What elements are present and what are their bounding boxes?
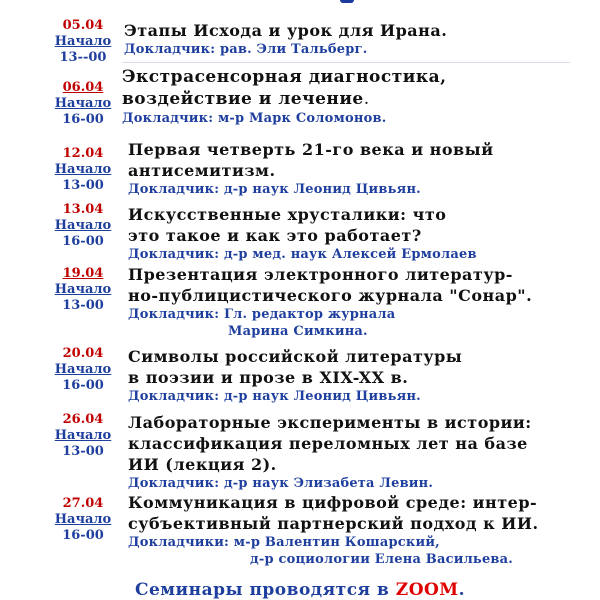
seminar-date: 19.04	[62, 266, 104, 281]
top-decoration	[340, 0, 354, 3]
seminar-speaker: Докладчик: м-р Марк Соломонов.	[122, 111, 387, 126]
date-column	[52, 412, 114, 460]
seminar-content	[122, 66, 590, 127]
date-column	[52, 18, 114, 66]
seminar-content	[128, 492, 590, 568]
start-time: 13-00	[62, 444, 104, 459]
date-column	[52, 266, 114, 314]
top-divider	[120, 0, 575, 4]
start-label[interactable]: Начало	[54, 282, 112, 297]
start-time: 13--00	[59, 50, 107, 65]
seminar-title: Символы российской литературы в поэзии и прозе в XIX-XX в.	[128, 347, 463, 387]
seminar-date: 05.04	[62, 18, 104, 33]
date-column	[52, 202, 114, 250]
seminar-speaker: Докладчик: д-р мед. наук Алексей Ермолаев	[128, 247, 477, 262]
seminar-date: 26.04	[62, 412, 104, 427]
seminar-speaker: Докладчик: д-р наук Леонид Цивьян.	[128, 182, 421, 197]
seminar-speaker: Докладчики: м-р Валентин Кошарский, д-р социологии Елена Васильева.	[128, 535, 514, 567]
seminar-content	[128, 264, 590, 340]
seminar-title: Презентация электронного литератур- но-публицистического журнала "Сонар".	[128, 265, 533, 305]
start-label[interactable]: Начало	[54, 96, 112, 111]
start-label[interactable]: Начало	[54, 218, 112, 233]
date-column	[52, 496, 114, 544]
start-time: 13-00	[62, 298, 104, 313]
seminar-content	[128, 412, 590, 492]
date-column	[52, 146, 114, 194]
start-time: 16-00	[62, 378, 104, 393]
date-column	[52, 346, 114, 394]
seminar-title: Коммуникация в цифровой среде: интер- субъективный партнерский подход к ИИ.	[128, 493, 539, 533]
seminar-date: 20.04	[62, 346, 104, 361]
seminar-date: 27.04	[62, 496, 104, 511]
seminar-title: Лабораторные эксперименты в истории: классификация переломных лет на базе ИИ (лекция 2).	[128, 413, 532, 474]
seminar-content	[128, 204, 590, 263]
seminar-title: Первая четверть 21-го века и новый антисемитизм.	[128, 140, 494, 180]
start-label[interactable]: Начало	[54, 34, 112, 49]
date-column	[52, 80, 114, 128]
seminar-title: Экстрасенсорная диагностика, воздействие и лечение.	[122, 67, 447, 109]
footer-note: Семинары проводятся в ZOOM.	[134, 580, 466, 600]
start-label[interactable]: Начало	[54, 512, 112, 527]
seminar-title: Искусственные хрусталики: что это такое и как это работает?	[128, 205, 447, 245]
seminar-content	[124, 20, 590, 58]
seminar-title: Этапы Исхода и урок для Ирана.	[124, 21, 448, 40]
seminar-speaker: Докладчик: рав. Эли Тальберг.	[124, 42, 368, 57]
seminar-date: 06.04	[62, 80, 104, 95]
seminar-speaker: Докладчик: д-р наук Леонид Цивьян.	[128, 389, 421, 404]
seminar-date: 12.04	[62, 146, 104, 161]
seminar-date: 13.04	[62, 202, 104, 217]
start-time: 13-00	[62, 178, 104, 193]
seminar-speaker: Докладчик: д-р наук Элизабета Левин.	[128, 476, 434, 491]
zoom-label: ZOOM	[395, 580, 459, 600]
start-time: 16-00	[62, 112, 104, 127]
seminar-content	[128, 346, 590, 405]
seminar-speaker: Докладчик: Гл. редактор журнала Марина Симкина.	[128, 307, 396, 339]
start-label[interactable]: Начало	[54, 428, 112, 443]
start-label[interactable]: Начало	[54, 162, 112, 177]
start-time: 16-00	[62, 528, 104, 543]
entry-divider	[122, 62, 570, 63]
seminar-content	[128, 139, 590, 198]
start-label[interactable]: Начало	[54, 362, 112, 377]
start-time: 16-00	[62, 234, 104, 249]
